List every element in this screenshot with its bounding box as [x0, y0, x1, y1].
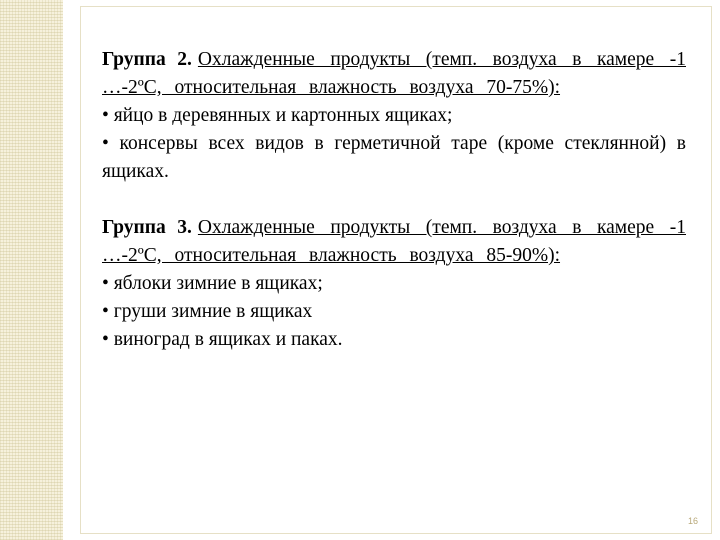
slide-content — [102, 46, 686, 354]
list-item: • яйцо в деревянных и картонных ящиках; — [102, 105, 453, 126]
list-item: • яблоки зимние в ящиках; — [102, 273, 323, 294]
group-2-heading — [102, 46, 686, 102]
group-3-label: Группа 3. — [102, 217, 192, 238]
list-item: • консервы всех видов в герметичной таре (кроме стеклянной) в ящиках. — [102, 133, 686, 182]
group-2-block — [102, 46, 686, 186]
group-2-label: Группа 2. — [102, 49, 192, 70]
list-item: • груши зимние в ящиках — [102, 301, 313, 322]
group-3-block — [102, 214, 686, 354]
group-3-heading — [102, 214, 686, 270]
group-3-heading-text: Охлажденные продукты (темп. воздуха в камере -1 …-2ºС, относительная влажность воздуха 85-90%): — [102, 217, 686, 266]
group-2-heading-text: Охлажденные продукты (темп. воздуха в камере -1 …-2ºС, относительная влажность воздуха 70-75%): — [102, 49, 686, 98]
decorative-side-stripe — [0, 0, 63, 540]
page-number: 16 — [687, 516, 698, 526]
list-item: • виноград в ящиках и паках. — [102, 329, 343, 350]
